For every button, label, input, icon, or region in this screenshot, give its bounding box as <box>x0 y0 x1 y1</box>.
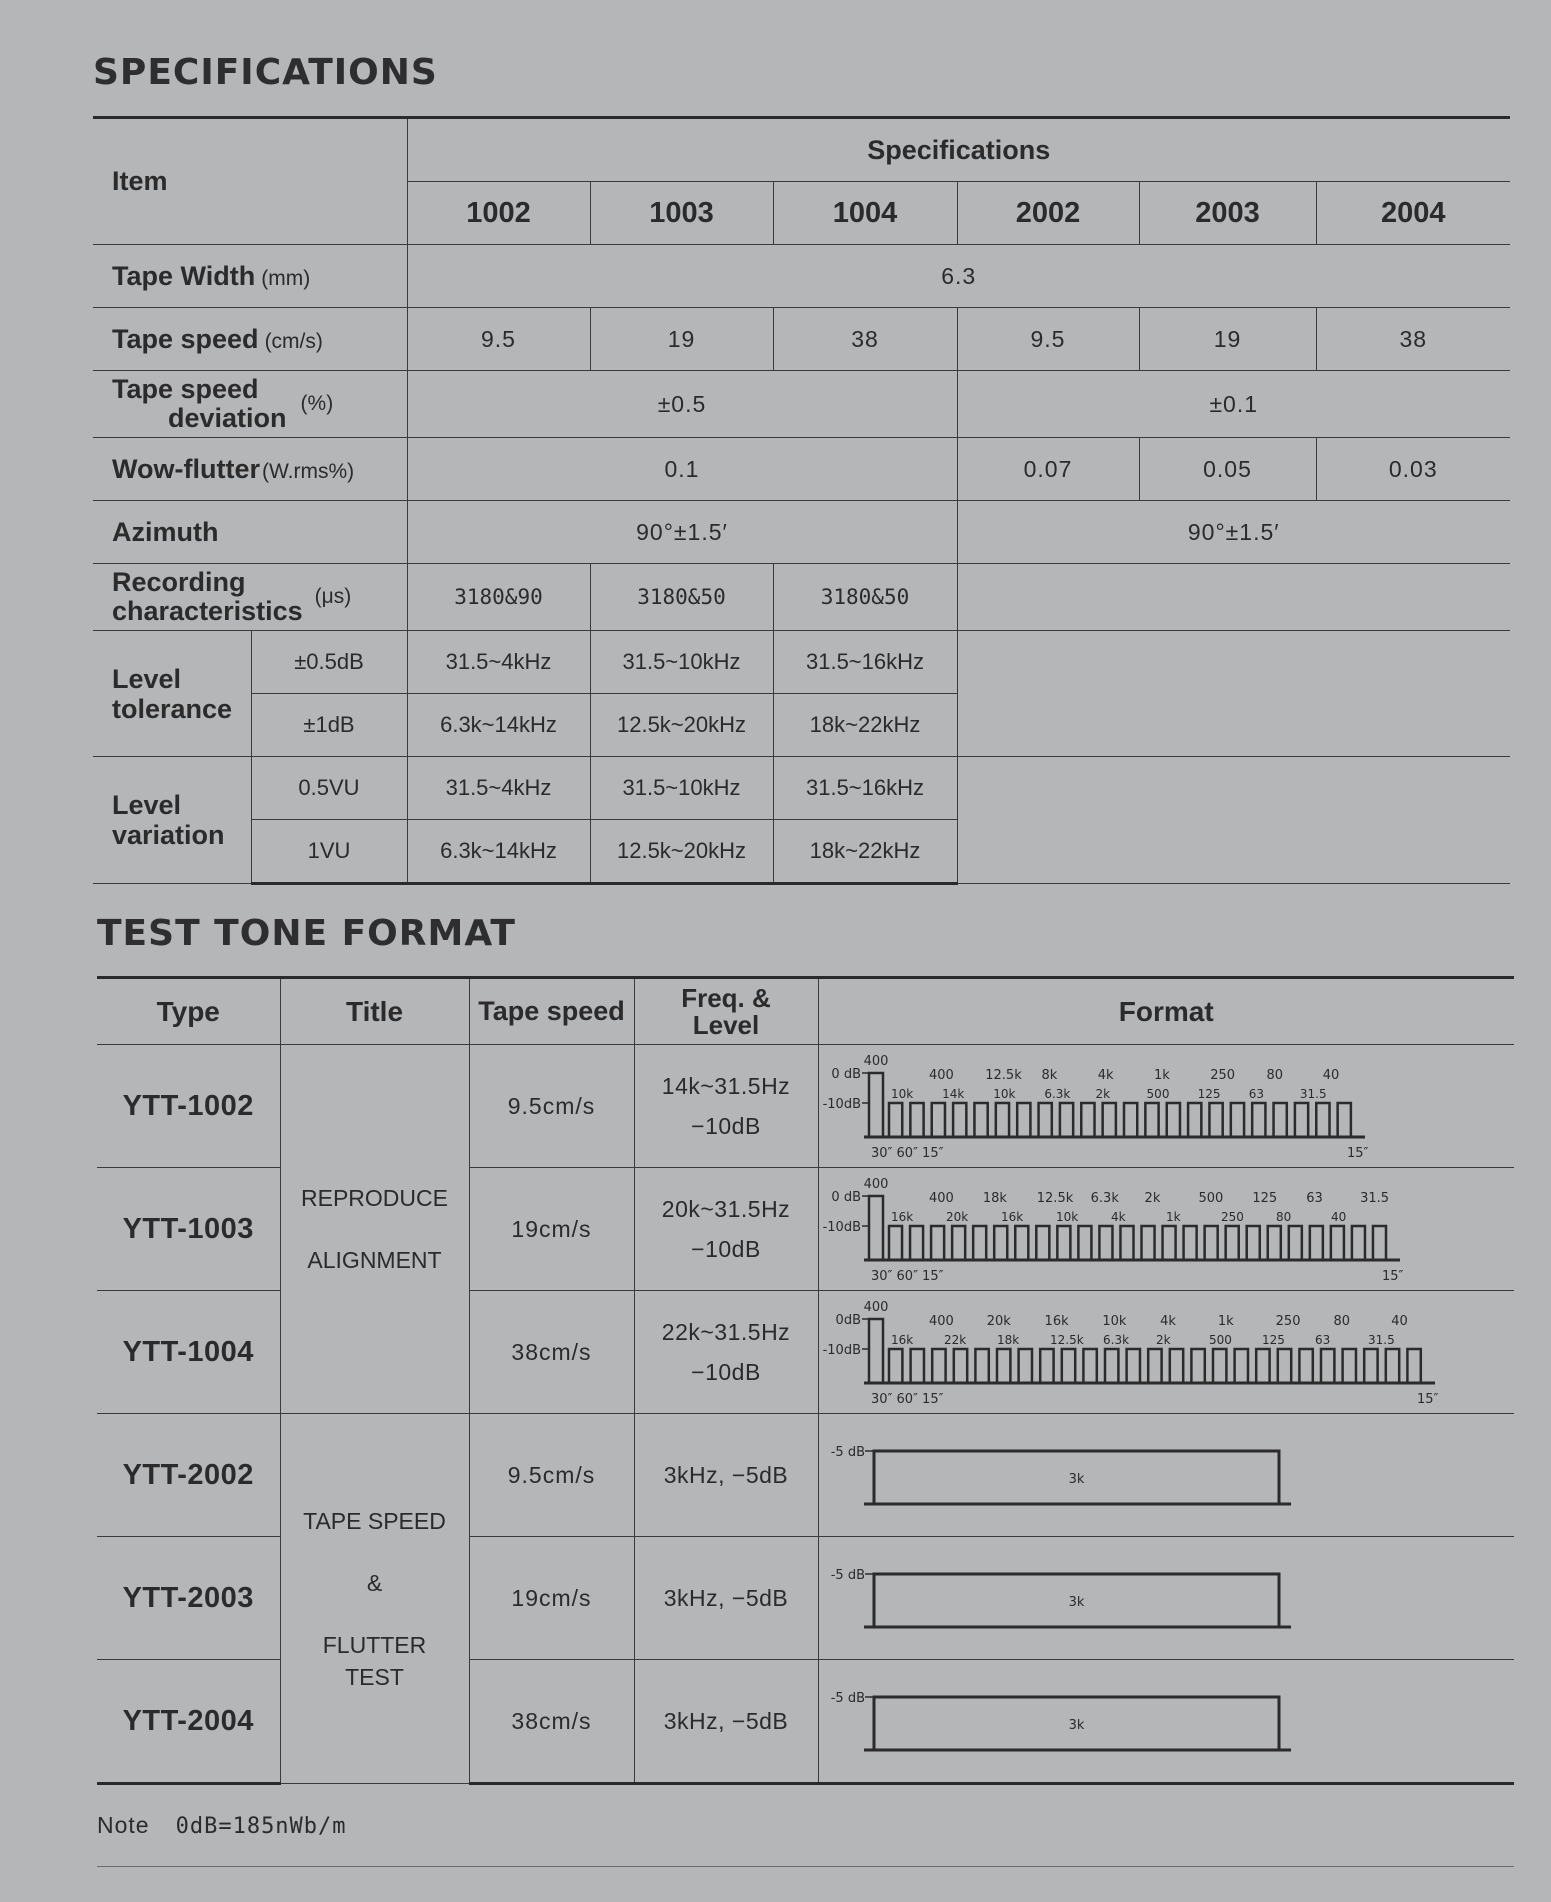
sweep-pulse <box>931 1226 944 1260</box>
sweep-pulse <box>931 1103 944 1137</box>
freq-label-top: 80 <box>1266 1068 1283 1083</box>
ylabel-0db: 0 dB <box>830 1067 861 1082</box>
sweep-pulse <box>1372 1226 1385 1260</box>
tone-type: YTT-1002 <box>97 1045 280 1168</box>
wow-flutter-value: 0.05 <box>1139 438 1316 501</box>
sweep-format-diagram <box>819 1291 1515 1413</box>
sweep-pulse <box>1234 1349 1247 1383</box>
tone-speed: 9.5cm/s <box>469 1045 634 1168</box>
tolerance-value: 18k~22kHz <box>773 694 957 757</box>
tone-freq-level <box>634 1291 818 1414</box>
time-label-right: 15″ <box>1346 1146 1368 1161</box>
tone-freq-level <box>634 1045 818 1168</box>
freq-label-top: 1k <box>1217 1314 1234 1329</box>
format-diagram <box>818 1045 1514 1168</box>
format-diagram <box>818 1168 1514 1291</box>
tone-format-diagram <box>819 1537 1515 1659</box>
model-header: 2002 <box>957 182 1139 245</box>
label-line: Level <box>112 790 182 820</box>
sweep-pulse <box>932 1349 945 1383</box>
level-text: −10dB <box>691 1113 761 1139</box>
freq-label-bottom: 6.3k <box>1102 1333 1129 1347</box>
item-header: Item <box>93 118 407 245</box>
tone-type: YTT-1003 <box>97 1168 280 1291</box>
sweep-pulse <box>1183 1226 1196 1260</box>
ylabel-5db: -5 dB <box>830 1445 865 1460</box>
sweep-pulse <box>1309 1226 1322 1260</box>
title-line: TEST <box>345 1663 404 1690</box>
sweep-pulse <box>1407 1349 1420 1383</box>
sweep-pulse <box>1124 1103 1137 1137</box>
format-diagram <box>818 1537 1514 1660</box>
tone-freq-level: 3kHz, −5dB <box>634 1660 818 1784</box>
label-line: tolerance <box>112 693 233 724</box>
ylabel-5db: -5 dB <box>830 1691 865 1706</box>
tone-freq-level: 3kHz, −5dB <box>634 1414 818 1537</box>
tolerance-value: 6.3k~14kHz <box>407 694 590 757</box>
sweep-pulse <box>1294 1103 1307 1137</box>
tone-type: YTT-2003 <box>97 1537 280 1660</box>
tolerance-value: 31.5~4kHz <box>407 631 590 694</box>
sweep-pulse <box>1351 1226 1364 1260</box>
wow-flutter-value: 0.07 <box>957 438 1139 501</box>
tape-speed-value: 38 <box>773 308 957 371</box>
label-line: characteristics <box>112 596 303 626</box>
freq-label-top: 20k <box>986 1314 1011 1329</box>
sweep-pulse <box>1337 1103 1350 1137</box>
label-line: Level <box>112 663 182 694</box>
freq-text: 14k~31.5Hz <box>661 1073 791 1099</box>
reference-pulse <box>869 1319 883 1383</box>
tone-speed: 38cm/s <box>469 1660 634 1784</box>
freq-label-top: 40 <box>1390 1314 1408 1329</box>
tape-width-label <box>93 245 407 308</box>
sweep-pulse <box>1169 1349 1182 1383</box>
sweep-pulse <box>973 1226 986 1260</box>
sweep-format-diagram <box>819 1168 1515 1290</box>
tolerance-value: 31.5~10kHz <box>590 631 773 694</box>
format-diagram <box>818 1660 1514 1784</box>
freq-label-bottom: 16k <box>1000 1210 1023 1224</box>
wow-flutter-value: 0.03 <box>1316 438 1510 501</box>
recording-value: 3180&50 <box>590 564 773 631</box>
tone-label: 3k <box>1068 1718 1084 1733</box>
sweep-pulse <box>1166 1103 1179 1137</box>
freq-label-bottom: 16k <box>890 1210 913 1224</box>
sweep-pulse <box>1057 1226 1070 1260</box>
sweep-pulse <box>1321 1349 1334 1383</box>
freq-text: 20k~31.5Hz <box>661 1196 791 1222</box>
level-variation-label <box>93 757 251 884</box>
sweep-pulse <box>1120 1226 1133 1260</box>
freq-label-bottom: 500 <box>1146 1087 1169 1101</box>
freq-label-top: 400 <box>928 1314 954 1329</box>
variation-value: 31.5~16kHz <box>773 757 957 820</box>
tape-speed-value: 9.5 <box>407 308 590 371</box>
level-text: −10dB <box>691 1359 761 1385</box>
sweep-pulse <box>1099 1226 1112 1260</box>
first-pulse-label: 400 <box>863 1300 888 1315</box>
sweep-pulse <box>953 1103 966 1137</box>
variation-sub-label: 1VU <box>251 820 407 884</box>
freq-label-bottom: 20k <box>945 1210 968 1224</box>
model-header: 1003 <box>590 182 773 245</box>
freq-label-bottom: 31.5 <box>1299 1087 1327 1101</box>
time-label-right: 15″ <box>1381 1269 1403 1284</box>
sweep-pulse <box>889 1103 902 1137</box>
level-tolerance-label <box>93 631 251 757</box>
freq-label-top: 4k <box>1159 1314 1176 1329</box>
freq-label-top: 10k <box>1101 1314 1126 1329</box>
sweep-pulse <box>1078 1226 1091 1260</box>
freq-label-top: 2k <box>1144 1191 1160 1206</box>
unit-text: (cm/s) <box>264 329 323 353</box>
tone-freq-level <box>634 1168 818 1291</box>
speed-deviation-value: ±0.5 <box>407 371 957 438</box>
sweep-pulse <box>1059 1103 1072 1137</box>
sweep-pulse <box>1018 1349 1031 1383</box>
sweep-pulse <box>910 1226 923 1260</box>
reproduce-alignment-title <box>280 1045 469 1414</box>
sweep-pulse <box>1299 1349 1312 1383</box>
freq-label-top: 250 <box>1209 1068 1235 1083</box>
tone-format-diagram <box>819 1414 1515 1536</box>
sweep-pulse <box>1277 1349 1290 1383</box>
freq-label-bottom: 63 <box>1248 1087 1264 1101</box>
sweep-pulse <box>952 1226 965 1260</box>
tape-speed-value: 19 <box>1139 308 1316 371</box>
bottom-rule <box>97 1866 1514 1867</box>
recording-value: 3180&50 <box>773 564 957 631</box>
speed-header: Tape speed <box>469 978 634 1045</box>
model-header: 1004 <box>773 182 957 245</box>
freq-label-bottom: 250 <box>1220 1210 1244 1224</box>
type-header: Type <box>97 978 280 1045</box>
label-line: variation <box>112 820 225 850</box>
sweep-pulse <box>1225 1226 1238 1260</box>
tape-speed-value: 9.5 <box>957 308 1139 371</box>
freq-label-top: 31.5 <box>1359 1191 1389 1206</box>
sweep-pulse <box>1162 1226 1175 1260</box>
sweep-pulse <box>1061 1349 1074 1383</box>
ylabel-10db: -10dB <box>822 1097 861 1112</box>
sweep-pulse <box>1191 1349 1204 1383</box>
freq-label-top: 250 <box>1275 1314 1300 1329</box>
unit-text: (μs) <box>314 585 352 608</box>
format-header: Format <box>818 978 1514 1045</box>
tone-type: YTT-2004 <box>97 1660 280 1784</box>
variation-value: 18k~22kHz <box>773 820 957 884</box>
freq-text: 22k~31.5Hz <box>661 1319 791 1345</box>
freq-label-bottom: 6.3k <box>1043 1087 1070 1101</box>
tolerance-sub-label: ±0.5dB <box>251 631 407 694</box>
sweep-pulse <box>1252 1103 1265 1137</box>
empty-cell <box>957 757 1510 884</box>
tape-speed-label <box>93 308 407 371</box>
title-line: TAPE SPEED <box>303 1507 446 1534</box>
sweep-pulse <box>1256 1349 1269 1383</box>
freq-label-bottom: 10k <box>992 1087 1015 1101</box>
title-line: FLUTTER <box>322 1631 427 1658</box>
tone-speed: 38cm/s <box>469 1291 634 1414</box>
title-line: ALIGNMENT <box>307 1247 442 1273</box>
sweep-pulse <box>1316 1103 1329 1137</box>
title-header: Title <box>280 978 469 1045</box>
tone-freq-level: 3kHz, −5dB <box>634 1537 818 1660</box>
tone-type: YTT-2002 <box>97 1414 280 1537</box>
azimuth-value: 90°±1.5′ <box>407 501 957 564</box>
test-tone-table <box>97 976 1514 1785</box>
note <box>97 1812 347 1839</box>
freq-label-top: 500 <box>1197 1191 1223 1206</box>
sweep-pulse <box>910 1349 923 1383</box>
tone-label: 3k <box>1068 1472 1084 1487</box>
freq-label-top: 125 <box>1251 1191 1277 1206</box>
freq-label-bottom: 2k <box>1155 1333 1171 1347</box>
sweep-pulse <box>1102 1103 1115 1137</box>
spec-header: Specifications <box>407 118 1510 182</box>
sweep-pulse <box>1145 1103 1158 1137</box>
sweep-pulse <box>910 1103 923 1137</box>
variation-value: 6.3k~14kHz <box>407 820 590 884</box>
label-line: deviation <box>168 403 287 433</box>
model-header: 2004 <box>1316 182 1510 245</box>
sweep-pulse <box>953 1349 966 1383</box>
sweep-pulse <box>1204 1226 1217 1260</box>
freq-label-top: 80 <box>1332 1314 1350 1329</box>
freq-header <box>634 978 818 1045</box>
label-text: Tape Width <box>112 260 256 291</box>
ylabel-0db: 0 dB <box>830 1190 861 1205</box>
first-pulse-label: 400 <box>863 1054 888 1069</box>
label-text: Tape speed <box>112 323 259 354</box>
specifications-title: SPECIFICATIONS <box>93 52 438 93</box>
time-label-right: 15″ <box>1416 1392 1438 1407</box>
sweep-pulse <box>1126 1349 1139 1383</box>
title-line: REPRODUCE <box>301 1185 448 1211</box>
note-text: 0dB=185nWb/m <box>175 1814 347 1839</box>
label-line: Tape speed <box>112 374 259 404</box>
sweep-pulse <box>1188 1103 1201 1137</box>
sweep-pulse <box>1246 1226 1259 1260</box>
sweep-pulse <box>889 1349 902 1383</box>
freq-label-top: 400 <box>928 1068 954 1083</box>
note-label: Note <box>97 1812 150 1838</box>
tone-type: YTT-1004 <box>97 1291 280 1414</box>
freq-label-bottom: 63 <box>1314 1333 1330 1347</box>
freq-label-bottom: 22k <box>943 1333 966 1347</box>
variation-sub-label: 0.5VU <box>251 757 407 820</box>
sweep-pulse <box>994 1226 1007 1260</box>
variation-value: 31.5~10kHz <box>590 757 773 820</box>
sweep-pulse <box>1148 1349 1161 1383</box>
tape-speed-value: 19 <box>590 308 773 371</box>
sweep-pulse <box>1105 1349 1118 1383</box>
header-line: Freq. & <box>681 982 771 1013</box>
freq-label-bottom: 14k <box>941 1087 964 1101</box>
speed-deviation-value: ±0.1 <box>957 371 1510 438</box>
time-label-left: 30″ 60″ 15″ <box>870 1146 943 1161</box>
sweep-pulse <box>997 1349 1010 1383</box>
freq-label-top: 63 <box>1305 1191 1323 1206</box>
sweep-pulse <box>975 1349 988 1383</box>
freq-label-top: 18k <box>982 1191 1007 1206</box>
wow-flutter-label <box>93 438 407 501</box>
sweep-pulse <box>974 1103 987 1137</box>
tone-speed: 9.5cm/s <box>469 1414 634 1537</box>
tape-width-value: 6.3 <box>407 245 1510 308</box>
freq-label-bottom: 16k <box>890 1333 913 1347</box>
empty-cell <box>957 631 1510 757</box>
model-header: 2003 <box>1139 182 1316 245</box>
freq-label-bottom: 18k <box>996 1333 1019 1347</box>
ylabel-10db: -10dB <box>822 1220 861 1235</box>
ylabel-5db: -5 dB <box>830 1568 865 1583</box>
freq-label-bottom: 125 <box>1261 1333 1285 1347</box>
sweep-pulse <box>1083 1349 1096 1383</box>
header-line: Level <box>692 1009 760 1040</box>
freq-label-bottom: 1k <box>1165 1210 1181 1224</box>
unit-text: (mm) <box>261 266 311 290</box>
sweep-pulse <box>1040 1349 1053 1383</box>
sweep-pulse <box>1038 1103 1051 1137</box>
tone-format-diagram <box>819 1660 1515 1782</box>
sweep-pulse <box>1267 1226 1280 1260</box>
freq-label-bottom: 4k <box>1110 1210 1126 1224</box>
sweep-pulse <box>1385 1349 1398 1383</box>
label-text: Wow-flutter <box>112 453 260 484</box>
tone-speed: 19cm/s <box>469 1537 634 1660</box>
freq-label-top: 12.5k <box>984 1068 1022 1083</box>
freq-label-top: 6.3k <box>1090 1191 1119 1206</box>
freq-label-bottom: 10k <box>1055 1210 1078 1224</box>
tone-speed: 19cm/s <box>469 1168 634 1291</box>
recording-value: 3180&90 <box>407 564 590 631</box>
empty-cell <box>957 564 1510 631</box>
freq-label-bottom: 12.5k <box>1049 1333 1084 1347</box>
speed-deviation-label <box>93 371 407 438</box>
format-diagram <box>818 1291 1514 1414</box>
freq-label-top: 1k <box>1153 1068 1170 1083</box>
sweep-pulse <box>1213 1349 1226 1383</box>
reference-pulse <box>869 1196 883 1260</box>
time-label-left: 30″ 60″ 15″ <box>870 1392 943 1407</box>
model-header: 1002 <box>407 182 590 245</box>
sweep-pulse <box>1273 1103 1286 1137</box>
sweep-pulse <box>1141 1226 1154 1260</box>
freq-label-top: 400 <box>928 1191 954 1206</box>
variation-value: 31.5~4kHz <box>407 757 590 820</box>
freq-label-top: 12.5k <box>1036 1191 1073 1206</box>
tape-speed-value: 38 <box>1316 308 1510 371</box>
azimuth-label: Azimuth <box>93 501 407 564</box>
format-diagram <box>818 1414 1514 1537</box>
title-line: & <box>366 1569 383 1596</box>
ylabel-0db: 0dB <box>835 1313 861 1328</box>
freq-label-bottom: 500 <box>1208 1333 1232 1347</box>
ylabel-10db: -10dB <box>822 1343 861 1358</box>
azimuth-value: 90°±1.5′ <box>957 501 1510 564</box>
sweep-pulse <box>889 1226 902 1260</box>
tolerance-sub-label: ±1dB <box>251 694 407 757</box>
sweep-pulse <box>1015 1226 1028 1260</box>
freq-label-top: 40 <box>1322 1068 1339 1083</box>
sweep-pulse <box>1017 1103 1030 1137</box>
label-line: Recording <box>112 567 246 597</box>
wow-flutter-value: 0.1 <box>407 438 957 501</box>
sweep-pulse <box>1230 1103 1243 1137</box>
recording-label <box>93 564 407 631</box>
sweep-pulse <box>1288 1226 1301 1260</box>
sweep-pulse <box>1209 1103 1222 1137</box>
sweep-format-diagram <box>819 1045 1515 1167</box>
tolerance-value: 12.5k~20kHz <box>590 694 773 757</box>
reference-pulse <box>869 1073 883 1137</box>
tolerance-value: 31.5~16kHz <box>773 631 957 694</box>
freq-label-top: 16k <box>1044 1314 1069 1329</box>
freq-label-bottom: 80 <box>1275 1210 1291 1224</box>
tone-label: 3k <box>1068 1595 1084 1610</box>
freq-label-bottom: 2k <box>1094 1087 1110 1101</box>
time-label-left: 30″ 60″ 15″ <box>870 1269 943 1284</box>
freq-label-bottom: 31.5 <box>1367 1333 1395 1347</box>
test-tone-title: TEST TONE FORMAT <box>97 913 516 954</box>
sweep-pulse <box>995 1103 1008 1137</box>
level-text: −10dB <box>691 1236 761 1262</box>
sweep-pulse <box>1330 1226 1343 1260</box>
sweep-pulse <box>1342 1349 1355 1383</box>
freq-label-bottom: 125 <box>1197 1087 1221 1101</box>
variation-value: 12.5k~20kHz <box>590 820 773 884</box>
sweep-pulse <box>1364 1349 1377 1383</box>
sweep-pulse <box>1036 1226 1049 1260</box>
sweep-pulse <box>1081 1103 1094 1137</box>
unit-text: (W.rms%) <box>261 459 355 483</box>
freq-label-top: 4k <box>1097 1068 1114 1083</box>
unit-text: (%) <box>300 392 334 415</box>
first-pulse-label: 400 <box>863 1177 888 1192</box>
freq-label-top: 8k <box>1041 1068 1057 1083</box>
freq-label-bottom: 10k <box>890 1087 913 1101</box>
specifications-table <box>93 116 1510 885</box>
freq-label-bottom: 40 <box>1330 1210 1346 1224</box>
speed-flutter-title <box>280 1414 469 1784</box>
